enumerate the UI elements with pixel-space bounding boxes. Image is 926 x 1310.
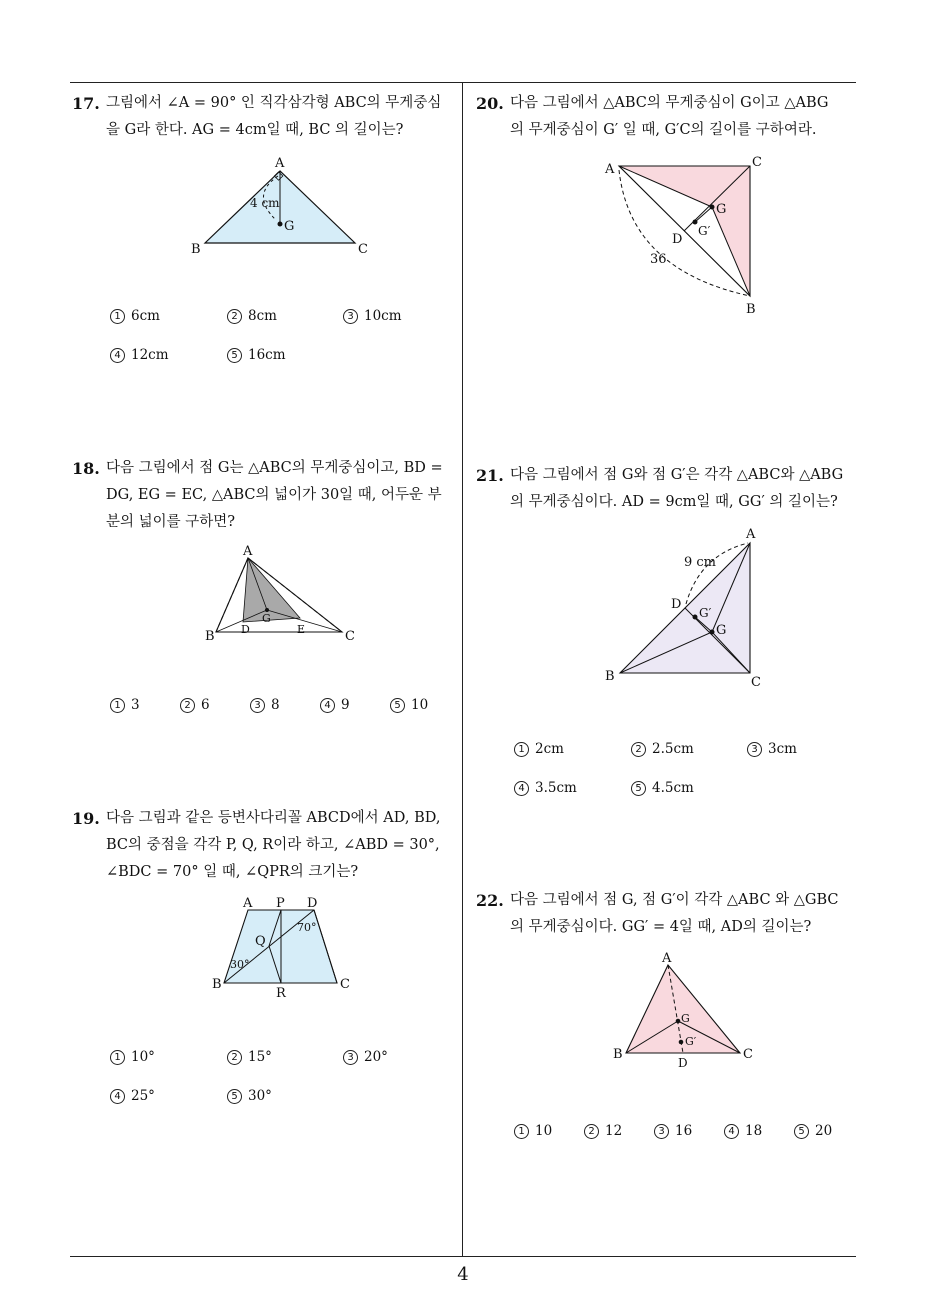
label-b: B bbox=[191, 242, 201, 257]
label-30: 30° bbox=[230, 958, 250, 971]
question-line: 의 무게중심이다. GG′ = 4일 때, AD의 길이는? bbox=[510, 919, 812, 935]
choice-marker: 2 bbox=[227, 309, 242, 324]
choice-marker: 1 bbox=[514, 742, 529, 757]
choice-text: 3 bbox=[131, 697, 140, 713]
label-d: D bbox=[241, 623, 250, 636]
choice-marker: 2 bbox=[227, 1050, 242, 1065]
label-b: B bbox=[605, 669, 615, 684]
question-line: ∠BDC = 70° 일 때, ∠QPR의 크기는? bbox=[106, 864, 359, 880]
choice-marker: 4 bbox=[320, 698, 335, 713]
choice-marker: 4 bbox=[110, 348, 125, 363]
choice-marker: 5 bbox=[631, 781, 646, 796]
label-g: G bbox=[681, 1012, 690, 1025]
choice-text: 20 bbox=[815, 1123, 833, 1139]
label-a: A bbox=[275, 156, 285, 171]
choice-marker: 1 bbox=[110, 1050, 125, 1065]
choice-text: 4.5cm bbox=[652, 780, 694, 796]
choice-marker: 1 bbox=[110, 309, 125, 324]
triangle-abc bbox=[626, 965, 740, 1053]
choice-marker: 4 bbox=[724, 1124, 739, 1139]
label-b: B bbox=[613, 1047, 623, 1062]
question-number: 18. bbox=[72, 459, 100, 478]
choice-text: 6 bbox=[201, 697, 210, 713]
question-line: 분의 넓이를 구하면? bbox=[106, 514, 236, 530]
choice-text: 8 bbox=[271, 697, 280, 713]
question-line: BC의 중점을 각각 P, Q, R이라 하고, ∠ABD = 30°, bbox=[106, 837, 440, 853]
point-gp bbox=[679, 1040, 684, 1045]
choice-text: 16 bbox=[675, 1123, 693, 1139]
choice-marker: 1 bbox=[514, 1124, 529, 1139]
choice-1[interactable] bbox=[514, 1123, 552, 1139]
choice-text: 6cm bbox=[131, 308, 160, 324]
label-d: D bbox=[678, 1056, 688, 1070]
question-line: 다음 그림에서 △ABC의 무게중심이 G이고 △ABG bbox=[510, 95, 829, 111]
choice-marker: 5 bbox=[794, 1124, 809, 1139]
choice-text: 2cm bbox=[535, 741, 564, 757]
choice-marker: 3 bbox=[747, 742, 762, 757]
choice-text: 12 bbox=[605, 1123, 623, 1139]
choice-marker: 5 bbox=[227, 1089, 242, 1104]
label-gp: G′ bbox=[685, 1035, 697, 1048]
question-line: 다음 그림에서 점 G, 점 G′이 각각 △ABC 와 △GBC bbox=[510, 892, 839, 908]
label-q: Q bbox=[255, 934, 266, 949]
label-9cm: 9 cm bbox=[684, 555, 717, 570]
choice-marker: 2 bbox=[180, 698, 195, 713]
question-line: 다음 그림에서 점 G와 점 G′은 각각 △ABC와 △ABG bbox=[510, 467, 844, 483]
choice-marker: 5 bbox=[390, 698, 405, 713]
label-d: D bbox=[671, 597, 682, 612]
label-g: G bbox=[284, 219, 295, 234]
question-line: 의 무게중심이 G′ 일 때, G′C의 길이를 구하여라. bbox=[510, 122, 817, 138]
page-number: 4 bbox=[457, 1264, 469, 1285]
choice-marker: 3 bbox=[654, 1124, 669, 1139]
label-c: C bbox=[340, 977, 350, 992]
choice-text: 3.5cm bbox=[535, 780, 577, 796]
choice-4[interactable] bbox=[724, 1123, 762, 1139]
label-36: 36 bbox=[650, 252, 667, 267]
choice-marker: 3 bbox=[343, 309, 358, 324]
label-a: A bbox=[243, 896, 253, 911]
choice-3[interactable] bbox=[654, 1123, 692, 1139]
label-70: 70° bbox=[297, 921, 317, 934]
choice-text: 30° bbox=[248, 1088, 272, 1104]
label-a: A bbox=[243, 544, 253, 559]
choice-2[interactable] bbox=[584, 1123, 622, 1139]
label-p: P bbox=[276, 896, 285, 911]
label-g: G bbox=[716, 202, 727, 217]
label-a: A bbox=[746, 527, 756, 542]
choice-marker: 4 bbox=[514, 781, 529, 796]
choice-marker: 2 bbox=[584, 1124, 599, 1139]
label-c: C bbox=[752, 155, 762, 170]
label-c: C bbox=[743, 1047, 753, 1062]
label-r: R bbox=[276, 986, 286, 1001]
label-g: G bbox=[262, 612, 271, 625]
choice-text: 10 bbox=[411, 697, 429, 713]
label-b: B bbox=[746, 302, 756, 317]
label-b: B bbox=[205, 629, 215, 644]
label-e: E bbox=[297, 623, 306, 636]
question-number: 21. bbox=[476, 466, 504, 485]
label-g: G bbox=[716, 623, 727, 638]
label-c: C bbox=[358, 242, 368, 257]
question-number: 19. bbox=[72, 809, 100, 828]
label-a: A bbox=[662, 951, 672, 966]
choice-text: 25° bbox=[131, 1088, 155, 1104]
question-line: 다음 그림에서 점 G는 △ABC의 무게중심이고, BD = bbox=[106, 460, 443, 476]
question-number: 20. bbox=[476, 94, 504, 113]
question-line: 그림에서 ∠A = 90° 인 직각삼각형 ABC의 무게중심 bbox=[106, 95, 442, 111]
label-gp: G′ bbox=[698, 224, 711, 238]
label-d: D bbox=[307, 896, 318, 911]
question-number: 17. bbox=[72, 94, 100, 113]
choice-text: 10 bbox=[535, 1123, 553, 1139]
label-d: D bbox=[672, 232, 683, 247]
choice-marker: 4 bbox=[110, 1089, 125, 1104]
choice-marker: 2 bbox=[631, 742, 646, 757]
label-a: A bbox=[605, 162, 615, 177]
choice-text: 10cm bbox=[364, 308, 402, 324]
choice-marker: 3 bbox=[250, 698, 265, 713]
label-c: C bbox=[751, 675, 761, 690]
question-number: 22. bbox=[476, 891, 504, 910]
question-line: DG, EG = EC, △ABC의 넓이가 30일 때, 어두운 부 bbox=[106, 487, 442, 503]
label-b: B bbox=[212, 977, 222, 992]
question-line: 을 G라 한다. AG = 4cm일 때, BC 의 길이는? bbox=[106, 122, 404, 138]
choice-text: 8cm bbox=[248, 308, 277, 324]
choice-marker: 1 bbox=[110, 698, 125, 713]
choice-text: 3cm bbox=[768, 741, 797, 757]
choice-5[interactable] bbox=[794, 1123, 832, 1139]
choice-text: 9 bbox=[341, 697, 350, 713]
choice-text: 20° bbox=[364, 1049, 388, 1065]
choice-text: 18 bbox=[745, 1123, 763, 1139]
label-length: 4 cm bbox=[250, 196, 280, 210]
choice-text: 12cm bbox=[131, 347, 169, 363]
choice-marker: 5 bbox=[227, 348, 242, 363]
point-g bbox=[676, 1019, 681, 1024]
choice-text: 2.5cm bbox=[652, 741, 694, 757]
choice-text: 10° bbox=[131, 1049, 155, 1065]
question-line: 다음 그림과 같은 등변사다리꼴 ABCD에서 AD, BD, bbox=[106, 810, 441, 826]
label-gp: G′ bbox=[699, 606, 712, 620]
choice-text: 15° bbox=[248, 1049, 272, 1065]
choice-marker: 3 bbox=[343, 1050, 358, 1065]
question-line: 의 무게중심이다. AD = 9cm일 때, GG′ 의 길이는? bbox=[510, 494, 838, 510]
label-c: C bbox=[345, 629, 355, 644]
choice-text: 16cm bbox=[248, 347, 286, 363]
